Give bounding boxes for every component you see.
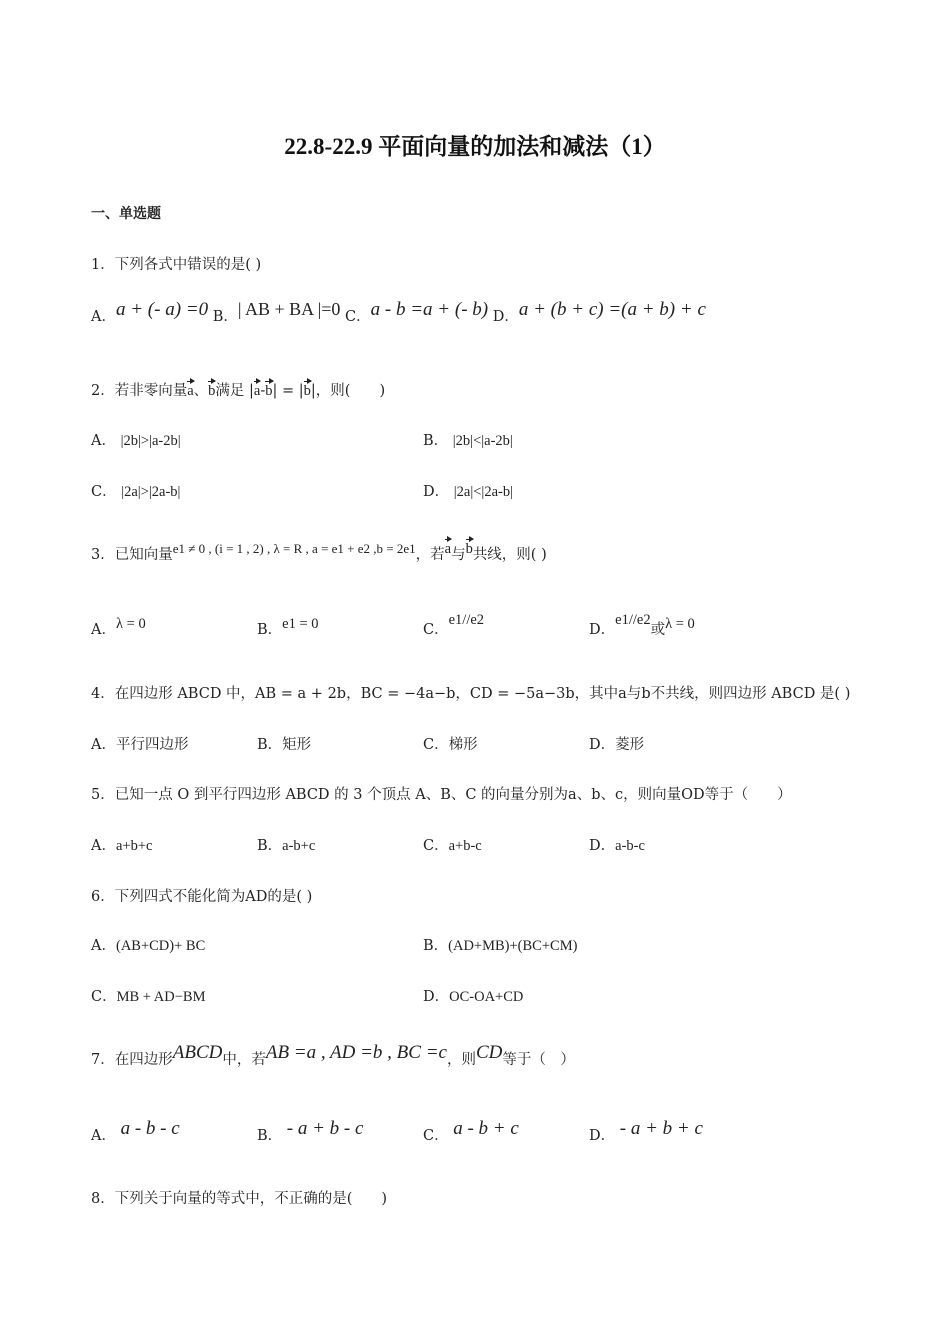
question-5-option-b: B．a-b+c bbox=[257, 838, 316, 854]
question-3-condition: e1 ≠ 0 , (i = 1 , 2) , λ = R , a = e1 + e2 ,b = 2e1 bbox=[172, 541, 416, 556]
question-1-stem: 1．下列各式中错误的是( ) bbox=[91, 257, 262, 273]
question-6-option-d: D．OC-OA+CD bbox=[423, 989, 524, 1005]
question-5-option-d: D．a-b-c bbox=[589, 838, 645, 854]
question-3-stem: 3．已知向量e1 ≠ 0 , (i = 1 , 2) , λ = R , a = e1 + e2 ,b = 2e1，若a与b共线，则( ) bbox=[91, 541, 547, 563]
question-5-option-c: C．a+b-c bbox=[423, 838, 482, 854]
question-4-option-d: D．菱形 bbox=[589, 737, 645, 753]
question-3-option-a: A．λ = 0 bbox=[91, 616, 146, 638]
question-2-option-a: A． |2b|>|a-2b| bbox=[91, 433, 181, 449]
option-a-formula: a + (- a) =0 bbox=[115, 299, 209, 320]
question-7-option-c: C． a - b + c bbox=[423, 1118, 519, 1144]
section-heading: 一、单选题 bbox=[91, 206, 161, 222]
question-7-option-b: B． - a + b - c bbox=[257, 1118, 364, 1144]
question-6-option-a: A．(AB+CD)+ BC bbox=[91, 938, 206, 954]
option-d-label: D． bbox=[492, 309, 519, 325]
question-2-option-b: B． |2b|<|a-2b| bbox=[423, 433, 513, 449]
question-5-stem: 5．已知一点 O 到平行四边形 ABCD 的 3 个顶点 A、B、C 的向量分别为a、b、c，则向量OD等于（ ） bbox=[91, 787, 792, 803]
question-2-option-d: D． |2a|<|2a-b| bbox=[423, 484, 513, 500]
question-4-option-b: B．矩形 bbox=[257, 737, 312, 753]
question-7-option-a: A． a - b - c bbox=[91, 1118, 180, 1144]
question-3-option-b: B．e1 = 0 bbox=[257, 616, 319, 638]
question-7-option-d: D． - a + b + c bbox=[589, 1118, 703, 1144]
question-6-stem: 6．下列四式不能化简为AD的是( ) bbox=[91, 889, 313, 905]
question-4-option-a: A．平行四边形 bbox=[91, 737, 189, 753]
question-4-option-c: C．梯形 bbox=[423, 737, 478, 753]
question-6-option-c: C．MB + AD−BM bbox=[91, 989, 206, 1005]
question-5-option-a: A．a+b+c bbox=[91, 838, 153, 854]
option-c-label: C． bbox=[345, 309, 371, 325]
question-7-stem: 7．在四边形ABCD中，若AB =a , AD =b , BC =c，则CD等于（ ） bbox=[91, 1042, 575, 1068]
question-8-stem: 8．下列关于向量的等式中，不正确的是( ) bbox=[91, 1191, 388, 1207]
question-2-stem: 2．若非零向量a、b满足 |a-b| = |b|，则( ) bbox=[91, 383, 386, 399]
option-d-formula: a + (b + c) =(a + b) + c bbox=[518, 299, 706, 320]
question-4-stem: 4．在四边形 ABCD 中，AB = a + 2b，BC = −4a−b，CD = −5a−3b，其中a与b不共线，则四边形 ABCD 是( ) bbox=[91, 686, 851, 702]
vector-b: b bbox=[208, 383, 216, 399]
question-3-option-d: D．e1//e2或λ = 0 bbox=[589, 612, 695, 638]
question-1-options bbox=[91, 299, 706, 327]
option-b-formula: | AB + BA |=0 bbox=[237, 299, 341, 319]
vector-a: a bbox=[187, 383, 194, 399]
page-title: 22.8-22.9 平面向量的加法和减法（1） bbox=[284, 134, 666, 159]
option-a-label: A． bbox=[91, 309, 116, 325]
question-2-option-c: C． |2a|>|2a-b| bbox=[91, 484, 181, 500]
option-c-formula: a - b =a + (- b) bbox=[370, 299, 489, 320]
quadrilateral-label: ABCD bbox=[172, 1042, 223, 1063]
question-7-condition: AB =a , AD =b , BC =c bbox=[265, 1042, 447, 1063]
question-3-option-c: C．e1//e2 bbox=[423, 612, 485, 638]
option-b-label: B． bbox=[212, 309, 238, 325]
question-6-option-b: B．(AD+MB)+(BC+CM) bbox=[423, 938, 578, 954]
